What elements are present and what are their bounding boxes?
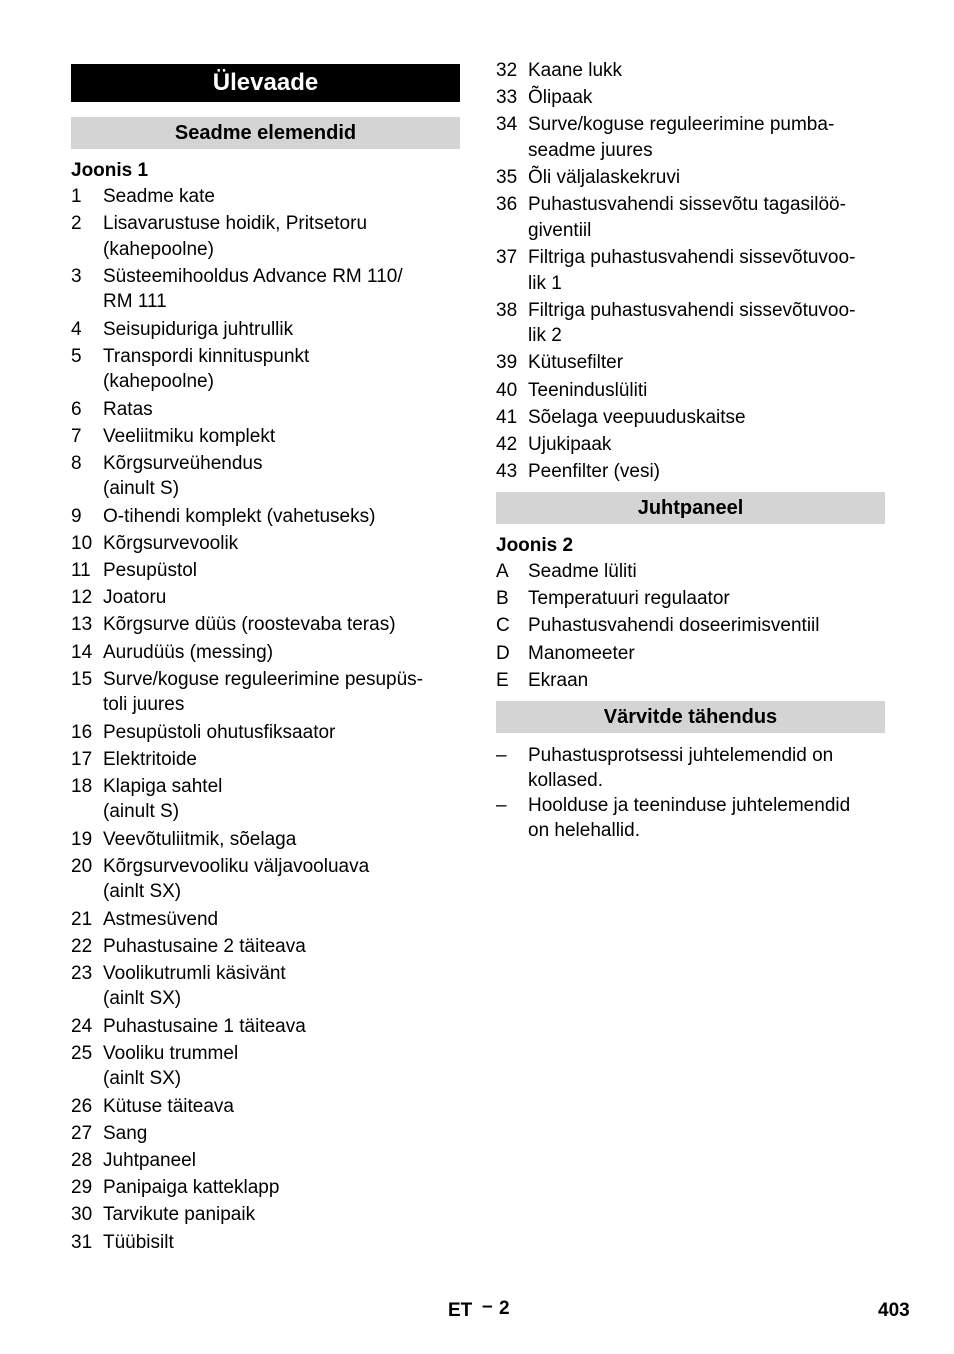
item-number: 9 xyxy=(71,505,82,527)
item-number: 41 xyxy=(496,406,518,428)
item-number: 30 xyxy=(71,1204,93,1226)
page-number: 403 xyxy=(878,1300,910,1321)
item-text: Seadme lüliti xyxy=(528,561,637,582)
item-text: Surve/koguse reguleerimine pumba- xyxy=(528,114,835,136)
item-text: Kõrgsurvevoolik xyxy=(103,532,239,554)
item-number: 33 xyxy=(496,87,518,109)
item-number: 28 xyxy=(71,1149,93,1171)
item-number: 18 xyxy=(71,775,93,797)
item-text: Tüübisilt xyxy=(103,1231,174,1253)
item-number: 12 xyxy=(71,587,93,609)
item-text: O-tihendi komplekt (vahetuseks) xyxy=(103,505,376,527)
item-text: Elektritoide xyxy=(103,748,197,770)
item-text: Puhastusprotsessi juhtelemendid on xyxy=(528,745,834,766)
section-heading-colors: Värvitde tähendus xyxy=(496,701,885,733)
item-number: 7 xyxy=(71,425,82,447)
item-number: 21 xyxy=(71,908,93,930)
item-number: 40 xyxy=(496,379,518,401)
item-text: Kütusefilter xyxy=(528,352,624,374)
item-number: 39 xyxy=(496,352,518,374)
figure-2-label: Joonis 2 xyxy=(496,535,574,556)
item-text: (ainult S) xyxy=(103,801,180,823)
item-number: 19 xyxy=(71,828,93,850)
section-heading-panel: Juhtpaneel xyxy=(496,492,885,524)
item-text: Peenfilter (vesi) xyxy=(528,461,660,483)
item-number: 1 xyxy=(71,186,82,207)
item-text: Tarvikute panipaik xyxy=(103,1204,256,1226)
item-number: 6 xyxy=(71,398,82,420)
item-number: 29 xyxy=(71,1177,93,1199)
item-text: Süsteemihooldus Advance RM 110/ xyxy=(103,265,403,287)
item-text: on helehallid. xyxy=(528,820,640,842)
item-text: Surve/koguse reguleerimine pesupüs- xyxy=(103,668,424,690)
item-number: 27 xyxy=(71,1122,93,1144)
item-text: giventiil xyxy=(528,219,592,241)
item-text: (ainlt SX) xyxy=(103,881,182,903)
item-number: 20 xyxy=(71,855,93,877)
item-text: Ujukipaak xyxy=(528,434,612,455)
item-text: Temperatuuri regulaator xyxy=(528,588,730,610)
item-number: 26 xyxy=(71,1095,93,1117)
item-text: (kahepoolne) xyxy=(103,371,214,393)
bullet-dash: – xyxy=(496,745,507,766)
item-number: 34 xyxy=(496,114,518,136)
item-text: Vooliku trummel xyxy=(103,1042,239,1064)
item-text: RM 111 xyxy=(103,291,167,313)
item-text: Hoolduse ja teeninduse juhtelemendid xyxy=(528,795,851,817)
item-text: Juhtpaneel xyxy=(103,1149,196,1171)
item-number: 23 xyxy=(71,962,93,984)
item-text: Astmesüvend xyxy=(103,908,219,930)
item-text: Puhastusaine 2 täiteava xyxy=(103,935,306,957)
item-text: Kütuse täiteava xyxy=(103,1095,234,1117)
item-text: Sang xyxy=(103,1122,148,1144)
item-text: Ekraan xyxy=(528,669,589,691)
figure-1-label: Joonis 1 xyxy=(71,160,149,181)
item-text: Pesupüstoli ohutusfiksaator xyxy=(103,721,336,743)
item-number: 22 xyxy=(71,935,93,957)
item-text: Panipaiga katteklapp xyxy=(103,1177,280,1199)
item-number: B xyxy=(496,588,509,610)
item-number: 10 xyxy=(71,532,93,554)
item-number: 42 xyxy=(496,434,518,455)
item-text: Voolikutrumli käsivänt xyxy=(103,962,286,984)
item-text: lik 2 xyxy=(528,325,562,347)
item-text: Kõrgsurve düüs (roostevaba teras) xyxy=(103,614,396,636)
item-number: 13 xyxy=(71,614,93,636)
item-number: 32 xyxy=(496,60,518,81)
item-number: A xyxy=(496,561,509,582)
item-text: (ainlt SX) xyxy=(103,988,182,1010)
item-text: lik 1 xyxy=(528,272,562,294)
bullet-dash: – xyxy=(496,795,507,817)
item-number: 43 xyxy=(496,461,518,483)
item-text: (ainult S) xyxy=(103,478,180,500)
item-text: seadme juures xyxy=(528,139,653,161)
item-text: Õli väljalaskekruvi xyxy=(528,167,681,189)
item-number: 11 xyxy=(71,560,91,581)
footer-section-number: 2 xyxy=(499,1298,510,1319)
item-number: 37 xyxy=(496,247,518,268)
item-text: Veevõtuliitmik, sõelaga xyxy=(103,828,297,850)
item-text: Klapiga sahtel xyxy=(103,775,223,797)
item-text: Seisupiduriga juhtrullik xyxy=(103,318,294,340)
item-number: 3 xyxy=(71,265,82,287)
item-text: Puhastusvahendi doseerimisventiil xyxy=(528,615,820,637)
item-text: Filtriga puhastusvahendi sissevõtuvoo- xyxy=(528,247,856,268)
item-number: 16 xyxy=(71,721,93,743)
item-number: 15 xyxy=(71,668,93,690)
item-text: Pesupüstol xyxy=(103,560,198,581)
item-number: 35 xyxy=(496,167,518,189)
item-text: Transpordi kinnituspunkt xyxy=(103,345,310,367)
item-text: Ratas xyxy=(103,398,153,420)
item-text: (ainlt SX) xyxy=(103,1068,182,1090)
item-number: 17 xyxy=(71,748,93,770)
item-text: Filtriga puhastusvahendi sissevõtuvoo- xyxy=(528,299,856,321)
footer-language: ET xyxy=(448,1300,473,1321)
item-number: 25 xyxy=(71,1042,93,1064)
item-text: Sõelaga veepuuduskaitse xyxy=(528,406,746,428)
item-text: Kõrgsurveühendus xyxy=(103,452,263,474)
item-text: (kahepoolne) xyxy=(103,238,214,260)
page-title: Ülevaade xyxy=(71,64,460,102)
item-number: 8 xyxy=(71,452,82,474)
item-number: 36 xyxy=(496,194,518,216)
item-text: Seadme kate xyxy=(103,186,215,207)
item-text: Õlipaak xyxy=(528,87,593,109)
item-number: E xyxy=(496,669,509,691)
item-text: kollased. xyxy=(528,770,603,791)
item-text: Veeliitmiku komplekt xyxy=(103,425,276,447)
item-number: 14 xyxy=(71,641,93,663)
item-text: Aurudüüs (messing) xyxy=(103,641,274,663)
item-number: 2 xyxy=(71,213,82,235)
item-text: Kaane lukk xyxy=(528,60,623,81)
item-number: 38 xyxy=(496,299,518,321)
item-number: D xyxy=(496,642,510,664)
item-text: Manomeeter xyxy=(528,642,635,664)
item-number: 5 xyxy=(71,345,82,367)
item-number: 4 xyxy=(71,318,82,340)
item-text: Joatoru xyxy=(103,587,167,609)
item-text: toli juures xyxy=(103,694,185,716)
item-text: Puhastusvahendi sissevõtu tagasilöö- xyxy=(528,194,846,216)
item-number: 31 xyxy=(71,1231,93,1253)
item-number: 24 xyxy=(71,1015,93,1037)
section-heading-elements: Seadme elemendid xyxy=(71,117,460,149)
footer-dash: – xyxy=(482,1296,493,1317)
item-text: Puhastusaine 1 täiteava xyxy=(103,1015,306,1037)
item-text: Lisavarustuse hoidik, Pritsetoru xyxy=(103,213,368,235)
item-number: C xyxy=(496,615,510,637)
item-text: Kõrgsurvevooliku väljavooluava xyxy=(103,855,370,877)
item-text: Teeninduslüliti xyxy=(528,379,648,401)
